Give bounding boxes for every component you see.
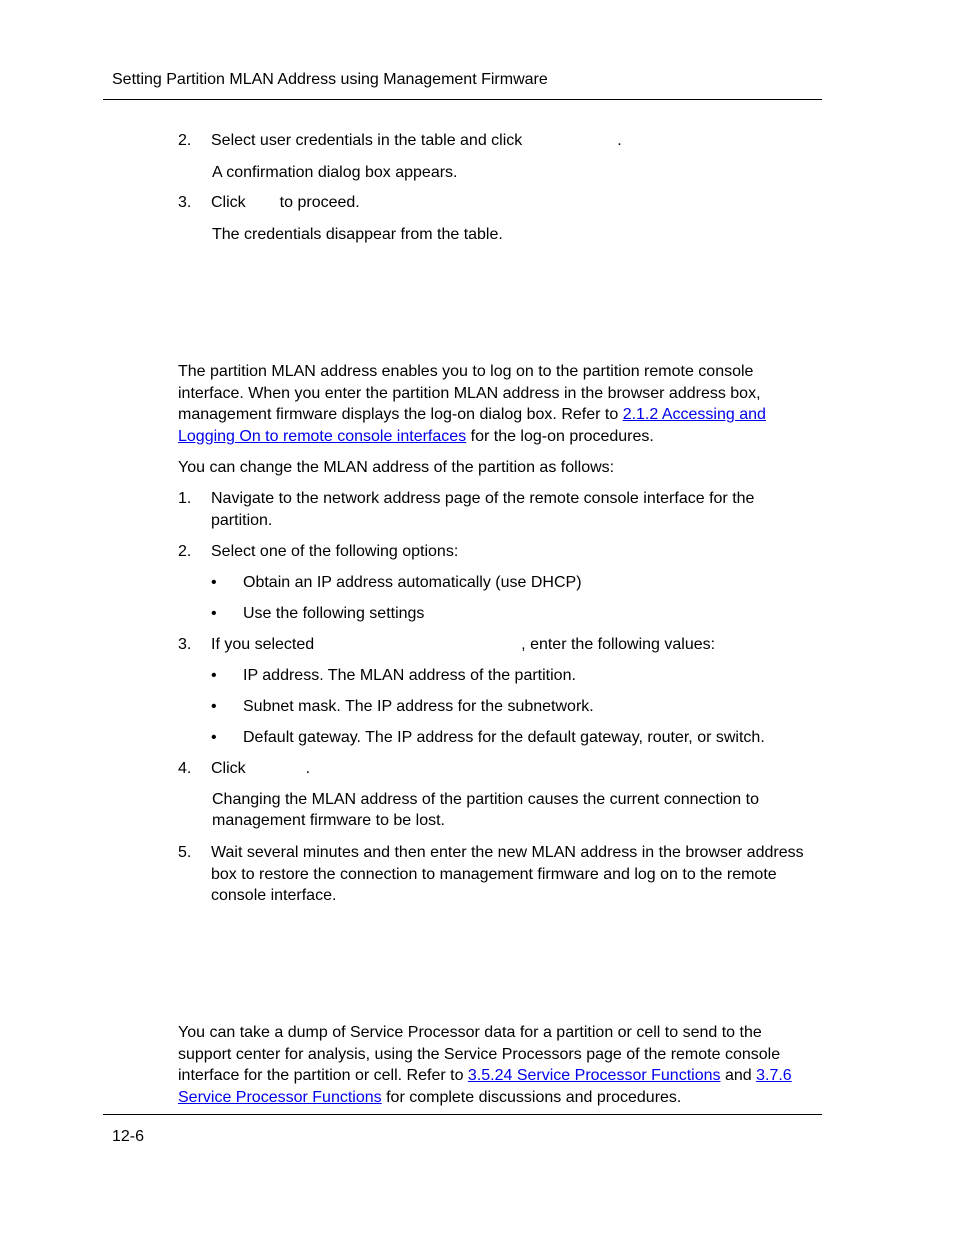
step-number: 2.	[178, 543, 192, 560]
footer-rule	[103, 1114, 822, 1115]
paragraph-line	[178, 1087, 792, 1109]
step-text-part: If you selected	[211, 636, 315, 653]
step-text-part: Click	[211, 194, 246, 211]
value-item: Default gateway. The IP address for the default gateway, router, or switch.	[243, 729, 765, 746]
step-number: 4.	[178, 760, 192, 777]
page-number: 12-6	[112, 1128, 145, 1145]
bullet-glyph: •	[211, 605, 217, 622]
note-line: Changing the MLAN address of the partition causes the current connection to	[212, 791, 759, 808]
step-number: 3.	[178, 636, 192, 653]
bullet-glyph: •	[211, 729, 217, 746]
step-text-part: , enter the following values:	[521, 636, 716, 653]
step-line: console interface.	[211, 887, 337, 905]
paragraph-text: interface for the partition or cell. Refer to	[178, 1067, 464, 1085]
step-text: Select one of the following options:	[211, 543, 459, 560]
step-note	[212, 789, 759, 831]
step-line: Navigate to the network address page of the remote console interface for the	[211, 490, 755, 507]
paragraph-line: interface. When you enter the partition MLAN address in the browser address box,	[178, 384, 761, 402]
paragraph-line	[178, 1065, 792, 1087]
step-text	[211, 842, 804, 907]
link-service-processor-functions-3-7-6-cont[interactable]: Service Processor Functions	[178, 1089, 382, 1107]
bullet-glyph: •	[211, 667, 217, 684]
step-line: box to restore the connection to management firmware and log on to the remote	[211, 865, 777, 883]
step-text	[211, 192, 360, 214]
value-item: Subnet mask. The IP address for the subnetwork.	[243, 698, 594, 715]
link-service-processor-functions-3-7-6[interactable]: 3.7.6	[756, 1067, 792, 1085]
mlan-intro-paragraph	[178, 361, 766, 448]
step-number: 2.	[178, 132, 192, 149]
step-note: The credentials disappear from the table.	[212, 226, 503, 243]
step-number: 1.	[178, 490, 192, 507]
paragraph-text: for the log-on procedures.	[470, 428, 654, 446]
paragraph-line: You can take a dump of Service Processor data for a partition or cell to send to the	[178, 1024, 762, 1041]
paragraph-text: management firmware displays the log-on dialog box. Refer to	[178, 406, 619, 424]
step-text	[211, 758, 310, 780]
bullet-glyph: •	[211, 698, 217, 715]
step-text-part: Click	[211, 760, 246, 777]
option-item: Obtain an IP address automatically (use DHCP)	[243, 574, 582, 591]
link-accessing-and-logging-on-cont[interactable]: Logging On to remote console interfaces	[178, 428, 467, 446]
note-line: management firmware to be lost.	[212, 812, 445, 829]
running-header-title: Setting Partition MLAN Address using Management Firmware	[112, 71, 548, 88]
step-note: A confirmation dialog box appears.	[212, 164, 458, 181]
paragraph-line	[178, 404, 766, 426]
step-text	[211, 130, 622, 152]
step-number: 5.	[178, 844, 192, 861]
header-rule	[103, 99, 822, 100]
step-text-part: .	[305, 760, 311, 777]
bullet-glyph: •	[211, 574, 217, 591]
step-line: partition.	[211, 511, 273, 529]
mlan-lead-text: You can change the MLAN address of the partition as follows:	[178, 459, 615, 476]
paragraph-line: support center for analysis, using the Service Processors page of the remote console	[178, 1045, 781, 1063]
option-item: Use the following settings	[243, 605, 425, 622]
step-text-part: .	[617, 132, 622, 149]
paragraph-line: The partition MLAN address enables you to log on to the partition remote console	[178, 363, 754, 380]
step-text	[211, 488, 754, 531]
step-text-part: Select user credentials in the table and click	[211, 132, 523, 149]
step-text-part: to proceed.	[279, 194, 360, 211]
paragraph-text: for complete discussions and procedures.	[386, 1089, 682, 1107]
paragraph-text: and	[724, 1067, 752, 1085]
link-accessing-and-logging-on[interactable]: 2.1.2 Accessing and	[622, 406, 766, 424]
value-item: IP address. The MLAN address of the partition.	[243, 667, 576, 684]
link-service-processor-functions-3-5-24[interactable]: 3.5.24 Service Processor Functions	[467, 1067, 721, 1085]
step-line: Wait several minutes and then enter the new MLAN address in the browser address	[211, 844, 804, 861]
step-number: 3.	[178, 194, 192, 211]
paragraph-line	[178, 426, 766, 448]
step-text	[211, 634, 715, 656]
dump-paragraph	[178, 1022, 792, 1109]
